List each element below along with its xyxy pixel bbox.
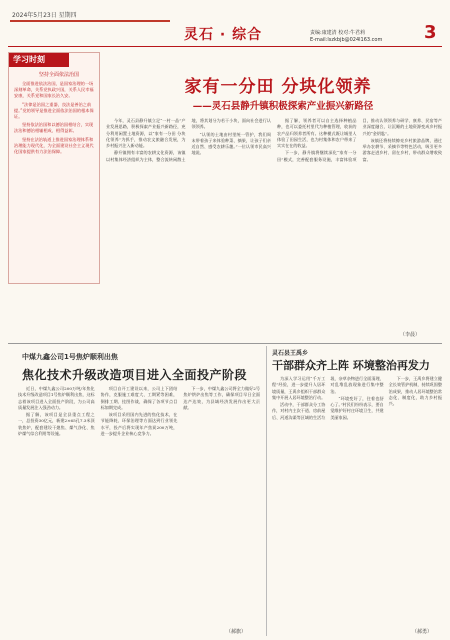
article-paragraph: 据了解，该项目是全县重点工程之一，总投资30亿元，新建2×65孔7.3米顶装焦炉，配套建设干熄焦、煤气净化、焦炉煤气综合利用等设施。	[18, 412, 95, 437]
issue-date: 2024年5月23日 星期四	[12, 12, 77, 19]
coke-article-author: （郝旗）	[226, 629, 247, 635]
newspaper-page	[8, 6, 442, 634]
sidebar-column	[8, 52, 100, 284]
article-paragraph: 为深入学习运用“千万工程”经验，进一步提升人居环境质量，王禹乡组织干部群众集中开展人居环境整治行动。	[272, 376, 326, 400]
article-paragraph: 今年，灵石县静升镇立足“一村一品”产业发展思路，积极探索产业振兴新路径，充分利用闲置土地资源，以“家有一分田 分块化领养”为抓手，推动农文旅融合发展，为乡村振兴注入新动能。	[106, 118, 186, 149]
article-paragraph: 项目自开工建设以来，公司上下团结协作，克服施工难度大、工期紧等困难，倒排工期、挂图作战，确保了各项节点目标如期完成。	[100, 386, 178, 410]
editor-email: E-mail:lszkbjb@024l163.com	[310, 37, 383, 43]
article-paragraph: 下一步，中煤九鑫公司将全力做好2号焦炉烘炉出焦等工作，确保项目早日全面达产达效，为县域经济发展作出更大贡献。	[183, 386, 260, 410]
sidebar-body	[14, 81, 96, 157]
editor-names: 责编:康建清 校对:牛君莉	[310, 30, 365, 36]
article-paragraph: 活动中，干部群众分工协作，对村内主次干道、房前屋后、河道沟渠等区域的生活垃圾、杂草杂物进行全面清理，对乱堆乱放现象进行集中整治。	[272, 376, 384, 420]
article-paragraph: “环境变好了，住着也舒心了。”村民们纷纷表示，要自觉维护好村庄环境卫生，共建美丽家园。	[330, 395, 384, 420]
section-title: 灵石 · 综合	[184, 27, 263, 43]
column-divider	[266, 346, 267, 636]
article-paragraph: 该镇还将持续擦亮乡村旅游品牌，通过举办农耕节、采摘节等特色活动，吸引更多游客走进乡村、留在乡村，带动群众增收致富。	[362, 137, 442, 162]
editor-info	[310, 30, 382, 44]
env-article-kicker: 灵石县王禹乡	[272, 350, 309, 357]
article-paragraph: 近日，中煤九鑫公司200万吨/年焦化技术升级改造项目1号焦炉顺利出焦，这标志着该项目进入全面投产阶段，为公司高质量发展注入强劲动力。	[18, 386, 95, 410]
main-author: （李晨）	[400, 332, 421, 338]
article-paragraph: 下一步，静升镇将继续深化“家有一分田”模式，完善配套服务设施，丰富体验项目，推动认领领养与研学、康养、民宿等产业深度融合，让沉睡的土地资源变成乡村振兴的“金钥匙”。	[277, 118, 442, 162]
section-divider	[8, 343, 442, 344]
sidebar-paragraph: 全面推进依法治国，是国家治理的一场深刻革命，关系党执政兴国，关系人民幸福安康，关系党和国家长治久安。	[14, 81, 94, 99]
article-paragraph: “认领的土地由村里统一管护，我们周末带着孩子来体验种菜、摘果，让孩子们亲近自然、感受农耕乐趣。”一位认领市民高兴地说。	[191, 131, 271, 156]
coke-article-body	[18, 386, 260, 636]
header-divider	[8, 46, 442, 47]
coke-article-headline: 焦化技术升级改造项目进入全面投产阶段	[22, 368, 248, 382]
env-article-author: （郝勇）	[412, 629, 433, 635]
article-paragraph: 该项目采用国内先进的焦化技术，在节能降耗、环保治理等方面达到行业领先水平，投产后将实现年产焦炭200万吨，进一步提升企业核心竞争力。	[100, 412, 178, 437]
main-headline: 家有一分田 分块化领养	[184, 77, 372, 97]
env-article-headline: 干部群众齐上阵 环境整治再发力	[272, 359, 430, 372]
article-paragraph: 据了解，领养者可以自主选择种植品种，也可以委托村里代为种植管理，收获的农产品归领养者所有。这种模式既让城里人体验了田园生活，也为村集体和农户带来了实实在在的收益。	[277, 118, 357, 149]
sidebar-tag: 学习时刻	[9, 53, 69, 67]
sidebar-paragraph: “法律是治国之重器，良法是善治之前提。”党的领导是推进全面依法治国的根本保证。	[14, 101, 94, 120]
header-rule	[10, 20, 170, 22]
main-article-body	[106, 118, 442, 338]
page-number: 3	[424, 22, 437, 43]
sidebar-paragraph: 坚持在法治轨道上推进国家治理体系和治理能力现代化，为全面建设社会主义现代化国家提供有力法治保障。	[14, 136, 94, 155]
main-subheadline: ——灵石县静升镇积极探索产业振兴新路径	[192, 101, 374, 112]
sidebar-subtitle: 坚持全面依法治国	[39, 72, 80, 78]
sidebar-paragraph: 坚持依法治国和以德治国相结合，实现法治和德治相辅相成、相得益彰。	[14, 122, 94, 134]
page-header	[8, 6, 442, 46]
coke-article-kicker: 中煤九鑫公司1号焦炉顺利出焦	[22, 353, 118, 361]
article-paragraph: 下一步，王禹乡将建立健全长效管护机制，持续巩固整治成果，推动人居环境整治常态化、制度化，助力乡村振兴。	[388, 376, 442, 407]
article-paragraph: 静升镇拥有丰富的农耕文化资源，该镇以村集体经济组织为主体，整合流转闲散土地，将其划分为若干小块，面向社会进行认领领养。	[106, 118, 271, 162]
env-article-body	[272, 376, 442, 638]
